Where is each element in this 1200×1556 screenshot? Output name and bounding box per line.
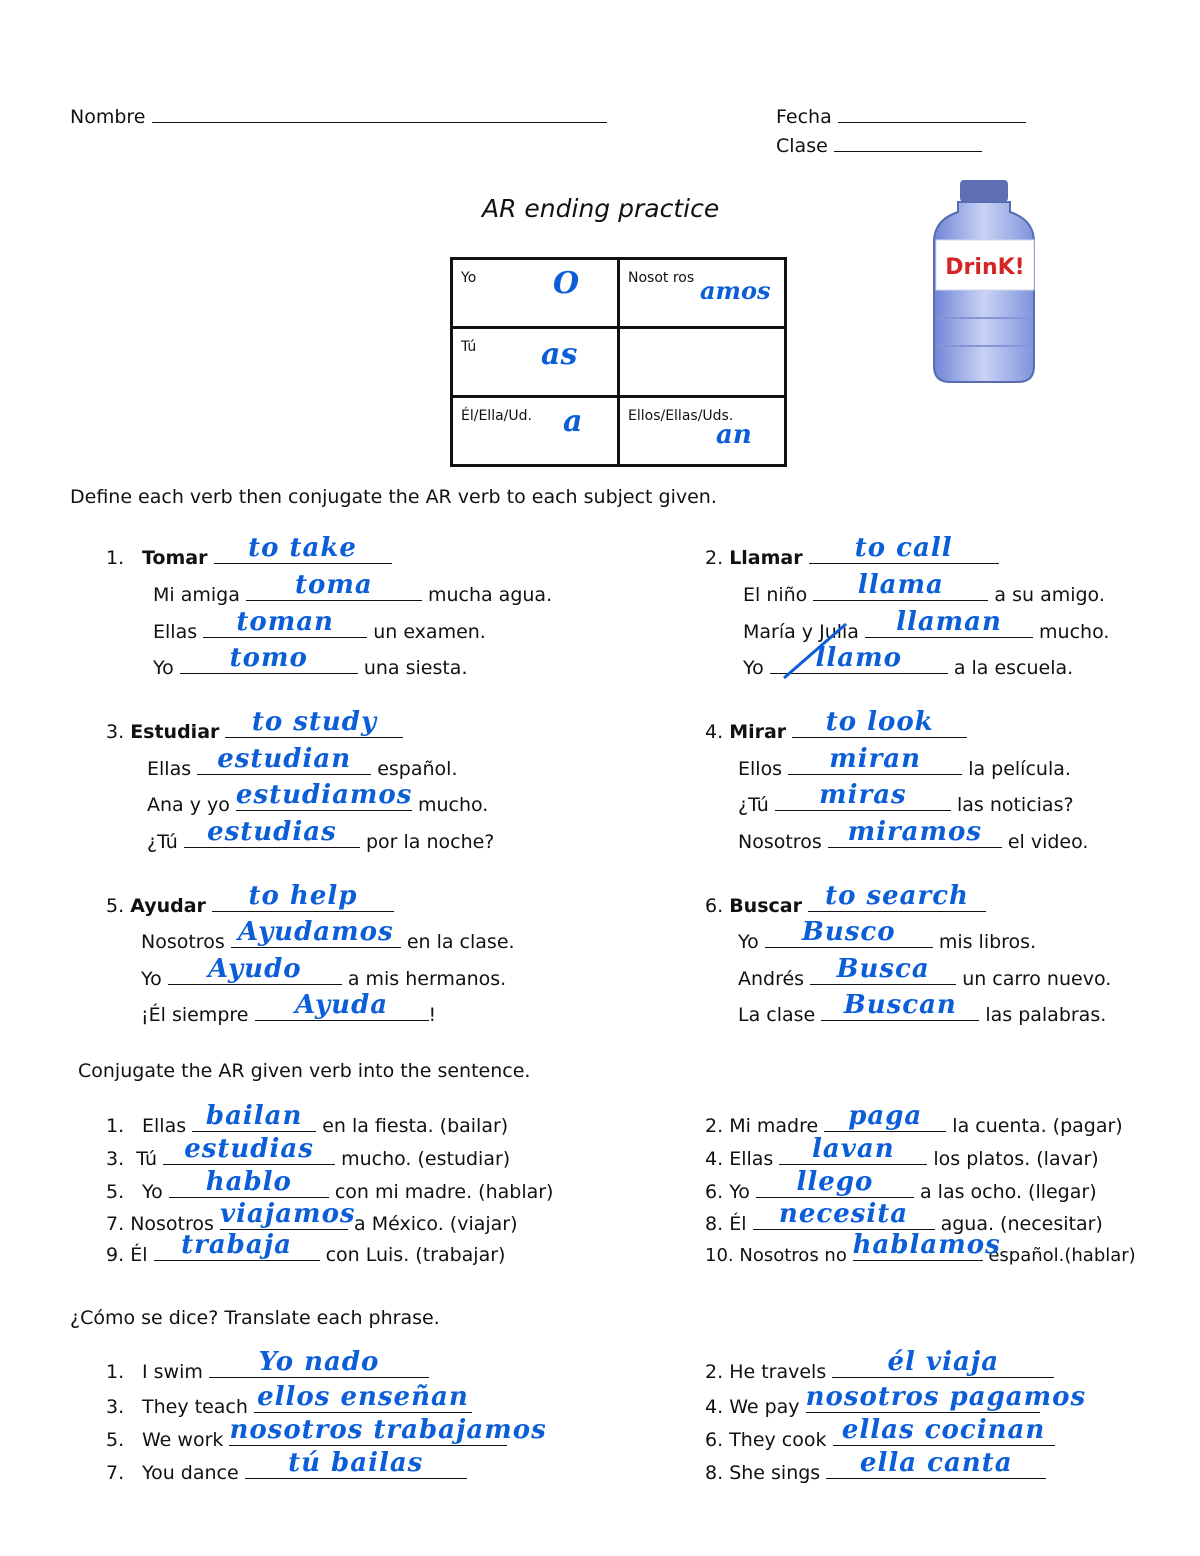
answer-blank[interactable] [788, 744, 962, 775]
sentence-subject: Nosotros no [739, 1245, 847, 1266]
phrase: You dance [142, 1462, 239, 1484]
verb-label: Mirar [729, 721, 787, 743]
translation-item [106, 1347, 429, 1383]
phrase: We work [142, 1429, 224, 1451]
answer-blank[interactable] [231, 917, 401, 948]
item-number: 1. [106, 1115, 125, 1137]
handwritten-answer: trabaja [181, 1230, 292, 1260]
handwritten-answer: to call [854, 533, 953, 563]
definition-blank[interactable] [214, 533, 392, 564]
cell-answer: amos [700, 276, 771, 305]
item-number: 6. [705, 1429, 724, 1451]
handwritten-answer: ellos enseñan [257, 1382, 469, 1412]
definition-blank[interactable] [792, 707, 967, 738]
cell-answer: an [716, 420, 752, 450]
sentence-line [738, 917, 1037, 953]
verb-label: Estudiar [130, 721, 220, 743]
item-number: 1. [106, 547, 125, 569]
cell-el[interactable] [452, 397, 619, 466]
sentence-line [141, 954, 507, 990]
sentence-subject: Ellas [142, 1115, 187, 1137]
item-number: 5. [106, 1429, 125, 1451]
item-number: 2. [705, 1361, 724, 1383]
sentence-subject: Ellos [738, 758, 783, 780]
phrase: We pay [729, 1396, 800, 1418]
strike-through-mark [780, 620, 850, 682]
item-number: 7. [106, 1462, 125, 1484]
item-number: 2. [705, 1115, 724, 1137]
sentence-rest: mucho. (estudiar) [341, 1148, 511, 1170]
sentence-subject: ¡Él siempre [141, 1004, 249, 1026]
sentence-rest: por la noche? [365, 831, 495, 853]
cell-label: Tú [461, 339, 477, 355]
cell-label: Ellos/Ellas/Uds. [628, 408, 734, 424]
answer-blank[interactable] [828, 817, 1002, 848]
handwritten-answer: ellas cocinan [841, 1415, 1046, 1445]
answer-blank[interactable] [254, 1382, 472, 1413]
definition-blank[interactable] [212, 881, 394, 912]
sentence-rest: un carro nuevo. [962, 968, 1112, 990]
handwritten-answer: to look [825, 707, 934, 737]
sentence-subject: María y Julia [743, 621, 859, 643]
verb-label: Tomar [142, 547, 208, 569]
verb-label: Buscar [729, 895, 802, 917]
answer-blank[interactable] [192, 1101, 316, 1132]
verb-label: Llamar [729, 547, 803, 569]
handwritten-answer: estudias [207, 817, 337, 847]
handwritten-answer: llaman [896, 607, 1002, 637]
handwritten-answer: Ayuda [294, 990, 389, 1020]
sentence-rest: español.(hablar) [988, 1245, 1136, 1266]
sentence-subject: Nosotros [738, 831, 822, 853]
handwritten-answer: estudiamos [235, 780, 413, 810]
sentence-subject: Nosotros [130, 1213, 214, 1235]
handwritten-answer: lavan [812, 1134, 895, 1164]
sentence-line [153, 607, 486, 643]
handwritten-answer: Busca [836, 954, 930, 984]
handwritten-answer: ella canta [859, 1448, 1013, 1478]
answer-blank[interactable] [852, 1230, 1001, 1261]
item-number: 4. [705, 1396, 724, 1418]
handwritten-answer: to take [248, 533, 357, 563]
sentence-subject: Nosotros [141, 931, 225, 953]
name-field[interactable] [70, 104, 607, 128]
answer-blank[interactable] [833, 1415, 1055, 1446]
sentence-subject: Ellas [153, 621, 198, 643]
sentence-subject: Mi madre [729, 1115, 819, 1137]
handwritten-answer: toma [295, 570, 373, 600]
class-field[interactable] [776, 133, 982, 157]
handwritten-answer: bailan [205, 1101, 303, 1131]
sentence-rest: mucho. [417, 794, 489, 816]
sentence-item [705, 1230, 1136, 1266]
page-title: AR ending practice [482, 194, 720, 223]
name-label: Nombre [70, 106, 146, 128]
handwritten-answer: to study [251, 707, 378, 737]
sentence-subject: Mi amiga [153, 584, 240, 606]
answer-blank[interactable] [765, 917, 933, 948]
answer-blank[interactable] [810, 954, 956, 985]
cell-empty[interactable] [619, 328, 786, 397]
sentence-line [743, 570, 1105, 606]
verb-item [106, 533, 392, 569]
bottle-label: DrinK! [945, 255, 1025, 280]
item-number: 5. [106, 1181, 125, 1203]
date-blank[interactable] [838, 104, 1026, 123]
sentence-subject: Andrés [738, 968, 805, 990]
cell-answer: a [563, 404, 583, 439]
sentence-rest: ! [428, 1004, 437, 1026]
sentence-rest: mucho. [1039, 621, 1110, 643]
sentence-line [738, 990, 1107, 1026]
sentence-item [106, 1230, 506, 1266]
handwritten-answer: paga [848, 1101, 923, 1131]
item-number: 6. [705, 1181, 724, 1203]
answer-blank[interactable] [197, 744, 371, 775]
verb-item [705, 533, 999, 569]
sentence-item [705, 1101, 1123, 1137]
item-number: 10. [705, 1245, 734, 1266]
answer-blank[interactable] [245, 1448, 467, 1479]
sentence-subject: Él [729, 1213, 747, 1235]
answer-blank[interactable] [169, 1167, 329, 1198]
cell-ellos[interactable] [619, 397, 786, 466]
sentence-rest: las palabras. [985, 1004, 1107, 1026]
phrase: She sings [729, 1462, 821, 1484]
answer-blank[interactable] [813, 570, 988, 601]
cell-answer: as [541, 337, 578, 372]
item-number: 7. [106, 1213, 125, 1235]
item-number: 9. [106, 1244, 125, 1266]
item-number: 2. [705, 547, 724, 569]
sentence-rest: español. [377, 758, 458, 780]
cell-tu[interactable] [452, 328, 619, 397]
verb-item [106, 707, 403, 743]
sentence-rest: a su amigo. [994, 584, 1105, 606]
sentence-rest: agua. (necesitar) [940, 1213, 1103, 1235]
answer-blank[interactable] [168, 954, 342, 985]
handwritten-answer: Ayudo [207, 954, 302, 984]
answer-blank[interactable] [753, 1199, 935, 1230]
sentence-line [147, 817, 495, 853]
sentence-subject: Ellas [147, 758, 192, 780]
sentence-rest: mis libros. [938, 931, 1037, 953]
handwritten-answer: tomo [229, 643, 308, 673]
sentence-rest: el video. [1007, 831, 1089, 853]
sentence-subject: Ana y yo [147, 794, 230, 816]
handwritten-answer: Yo nado [258, 1347, 380, 1377]
translation-item [705, 1347, 1054, 1383]
sentence-line [153, 643, 468, 679]
sentence-rest: a las ocho. (llegar) [920, 1181, 1097, 1203]
section2-instruction: Conjugate the AR given verb into the sentence. [78, 1060, 531, 1082]
handwritten-answer: llama [857, 570, 944, 600]
class-label: Clase [776, 135, 828, 157]
translation-item [106, 1448, 467, 1484]
sentence-line [141, 990, 437, 1026]
verb-item [705, 707, 967, 743]
sentence-rest: a la escuela. [953, 657, 1074, 679]
answer-blank[interactable] [154, 1230, 320, 1261]
answer-blank[interactable] [209, 1347, 429, 1378]
answer-blank[interactable] [246, 570, 422, 601]
answer-blank[interactable] [824, 1101, 946, 1132]
phrase: He travels [729, 1361, 827, 1383]
answer-blank[interactable] [184, 817, 360, 848]
answer-blank[interactable] [235, 780, 413, 811]
item-number: 3. [106, 721, 125, 743]
answer-blank[interactable] [775, 780, 951, 811]
sentence-rest: las noticias? [956, 794, 1074, 816]
sentence-item [106, 1134, 511, 1170]
answer-blank[interactable] [832, 1347, 1054, 1378]
answer-blank[interactable] [821, 990, 979, 1021]
answer-blank[interactable] [219, 1199, 356, 1230]
handwritten-answer: nosotros trabajamos [229, 1415, 547, 1445]
handwritten-answer: to search [825, 881, 969, 911]
verb-label: Ayudar [130, 895, 206, 917]
answer-blank[interactable] [756, 1167, 914, 1198]
answer-blank[interactable] [255, 990, 429, 1021]
sentence-subject: Yo [153, 657, 174, 679]
handwritten-answer: estudias [184, 1134, 314, 1164]
handwritten-answer: él viaja [887, 1347, 1000, 1377]
date-label: Fecha [776, 106, 832, 128]
translation-item [705, 1448, 1046, 1484]
sentence-item [705, 1134, 1099, 1170]
sentence-rest: los platos. (lavar) [933, 1148, 1099, 1170]
handwritten-answer: nosotros pagamos [805, 1382, 1087, 1412]
section1-instruction: Define each verb then conjugate the AR verb to each subject given. [70, 486, 717, 508]
ar-endings-table [450, 257, 787, 467]
cell-answer: O [553, 266, 580, 301]
item-number: 3. [106, 1396, 125, 1418]
answer-blank[interactable] [779, 1134, 927, 1165]
phrase: They teach [142, 1396, 248, 1418]
sentence-subject: Ellas [729, 1148, 774, 1170]
handwritten-answer: miramos [847, 817, 982, 847]
sentence-line [153, 570, 553, 606]
handwritten-answer: Buscan [843, 990, 957, 1020]
sentence-subject: ¿Tú [738, 794, 769, 816]
phrase: I swim [142, 1361, 203, 1383]
item-number: 1. [106, 1361, 125, 1383]
cell-label: Yo [461, 270, 477, 286]
sentence-line [147, 744, 458, 780]
sentence-rest: con mi madre. (hablar) [334, 1181, 554, 1203]
sentence-rest: la película. [968, 758, 1071, 780]
answer-blank[interactable] [180, 643, 358, 674]
sentence-subject: Tú [136, 1148, 157, 1170]
handwritten-answer: miras [819, 780, 907, 810]
class-blank[interactable] [834, 133, 982, 152]
item-number: 8. [705, 1462, 724, 1484]
sentence-rest: en la fiesta. (bailar) [322, 1115, 509, 1137]
handwritten-answer: llego [796, 1167, 874, 1197]
handwritten-answer: miran [829, 744, 922, 774]
sentence-subject: Yo [729, 1181, 750, 1203]
sentence-subject: El niño [743, 584, 808, 606]
definition-blank[interactable] [225, 707, 403, 738]
handwritten-answer: estudian [217, 744, 352, 774]
sentence-rest: un examen. [373, 621, 486, 643]
sentence-subject: ¿Tú [147, 831, 178, 853]
handwritten-answer: Ayudamos [237, 917, 394, 947]
item-number: 4. [705, 1148, 724, 1170]
handwritten-answer: necesita [778, 1199, 909, 1229]
verb-item [705, 881, 986, 917]
sentence-rest: con Luis. (trabajar) [325, 1244, 506, 1266]
sentence-rest: a México. (viajar) [354, 1213, 518, 1235]
sentence-line [738, 954, 1112, 990]
handwritten-answer: llamo [815, 643, 902, 673]
phrase: They cook [729, 1429, 827, 1451]
handwritten-answer: toman [236, 607, 334, 637]
handwritten-answer: hablamos [852, 1230, 1001, 1260]
date-field[interactable] [776, 104, 1026, 128]
answer-blank[interactable] [865, 607, 1033, 638]
cell-yo[interactable] [452, 259, 619, 328]
answer-blank[interactable] [229, 1415, 547, 1446]
item-number: 3. [106, 1148, 125, 1170]
item-number: 4. [705, 721, 724, 743]
sentence-subject: Yo [738, 931, 759, 953]
water-bottle-icon [930, 178, 1040, 386]
sentence-subject: Él [130, 1244, 148, 1266]
handwritten-answer: to help [248, 881, 358, 911]
sentence-subject: La clase [738, 1004, 816, 1026]
cell-label: Él/Ella/Ud. [461, 408, 532, 424]
sentence-rest: la cuenta. (pagar) [952, 1115, 1123, 1137]
sentence-line [141, 917, 515, 953]
handwritten-answer: hablo [205, 1167, 292, 1197]
sentence-line [147, 780, 489, 816]
name-blank[interactable] [152, 104, 607, 123]
cell-nosotros[interactable] [619, 259, 786, 328]
definition-blank[interactable] [809, 533, 999, 564]
sentence-rest: una siesta. [363, 657, 468, 679]
item-number: 5. [106, 895, 125, 917]
handwritten-answer: viajamos [219, 1199, 356, 1229]
sentence-line [738, 817, 1089, 853]
sentence-rest: a mis hermanos. [347, 968, 507, 990]
sentence-rest: en la clase. [406, 931, 515, 953]
sentence-subject: Yo [141, 968, 162, 990]
answer-blank[interactable] [163, 1134, 335, 1165]
definition-blank[interactable] [808, 881, 986, 912]
cell-label: Nosot ros [628, 270, 695, 286]
item-number: 6. [705, 895, 724, 917]
sentence-line [738, 780, 1074, 816]
section3-instruction: ¿Cómo se dice? Translate each phrase. [70, 1307, 440, 1329]
sentence-subject: Yo [743, 657, 764, 679]
item-number: 8. [705, 1213, 724, 1235]
sentence-rest: mucha agua. [427, 584, 553, 606]
answer-blank[interactable] [203, 607, 367, 638]
verb-item [106, 881, 394, 917]
handwritten-answer: Busco [801, 917, 896, 947]
handwritten-answer: tú bailas [288, 1448, 424, 1478]
answer-blank[interactable] [805, 1382, 1087, 1413]
sentence-line [738, 744, 1071, 780]
sentence-subject: Yo [142, 1181, 163, 1203]
answer-blank[interactable] [826, 1448, 1046, 1479]
